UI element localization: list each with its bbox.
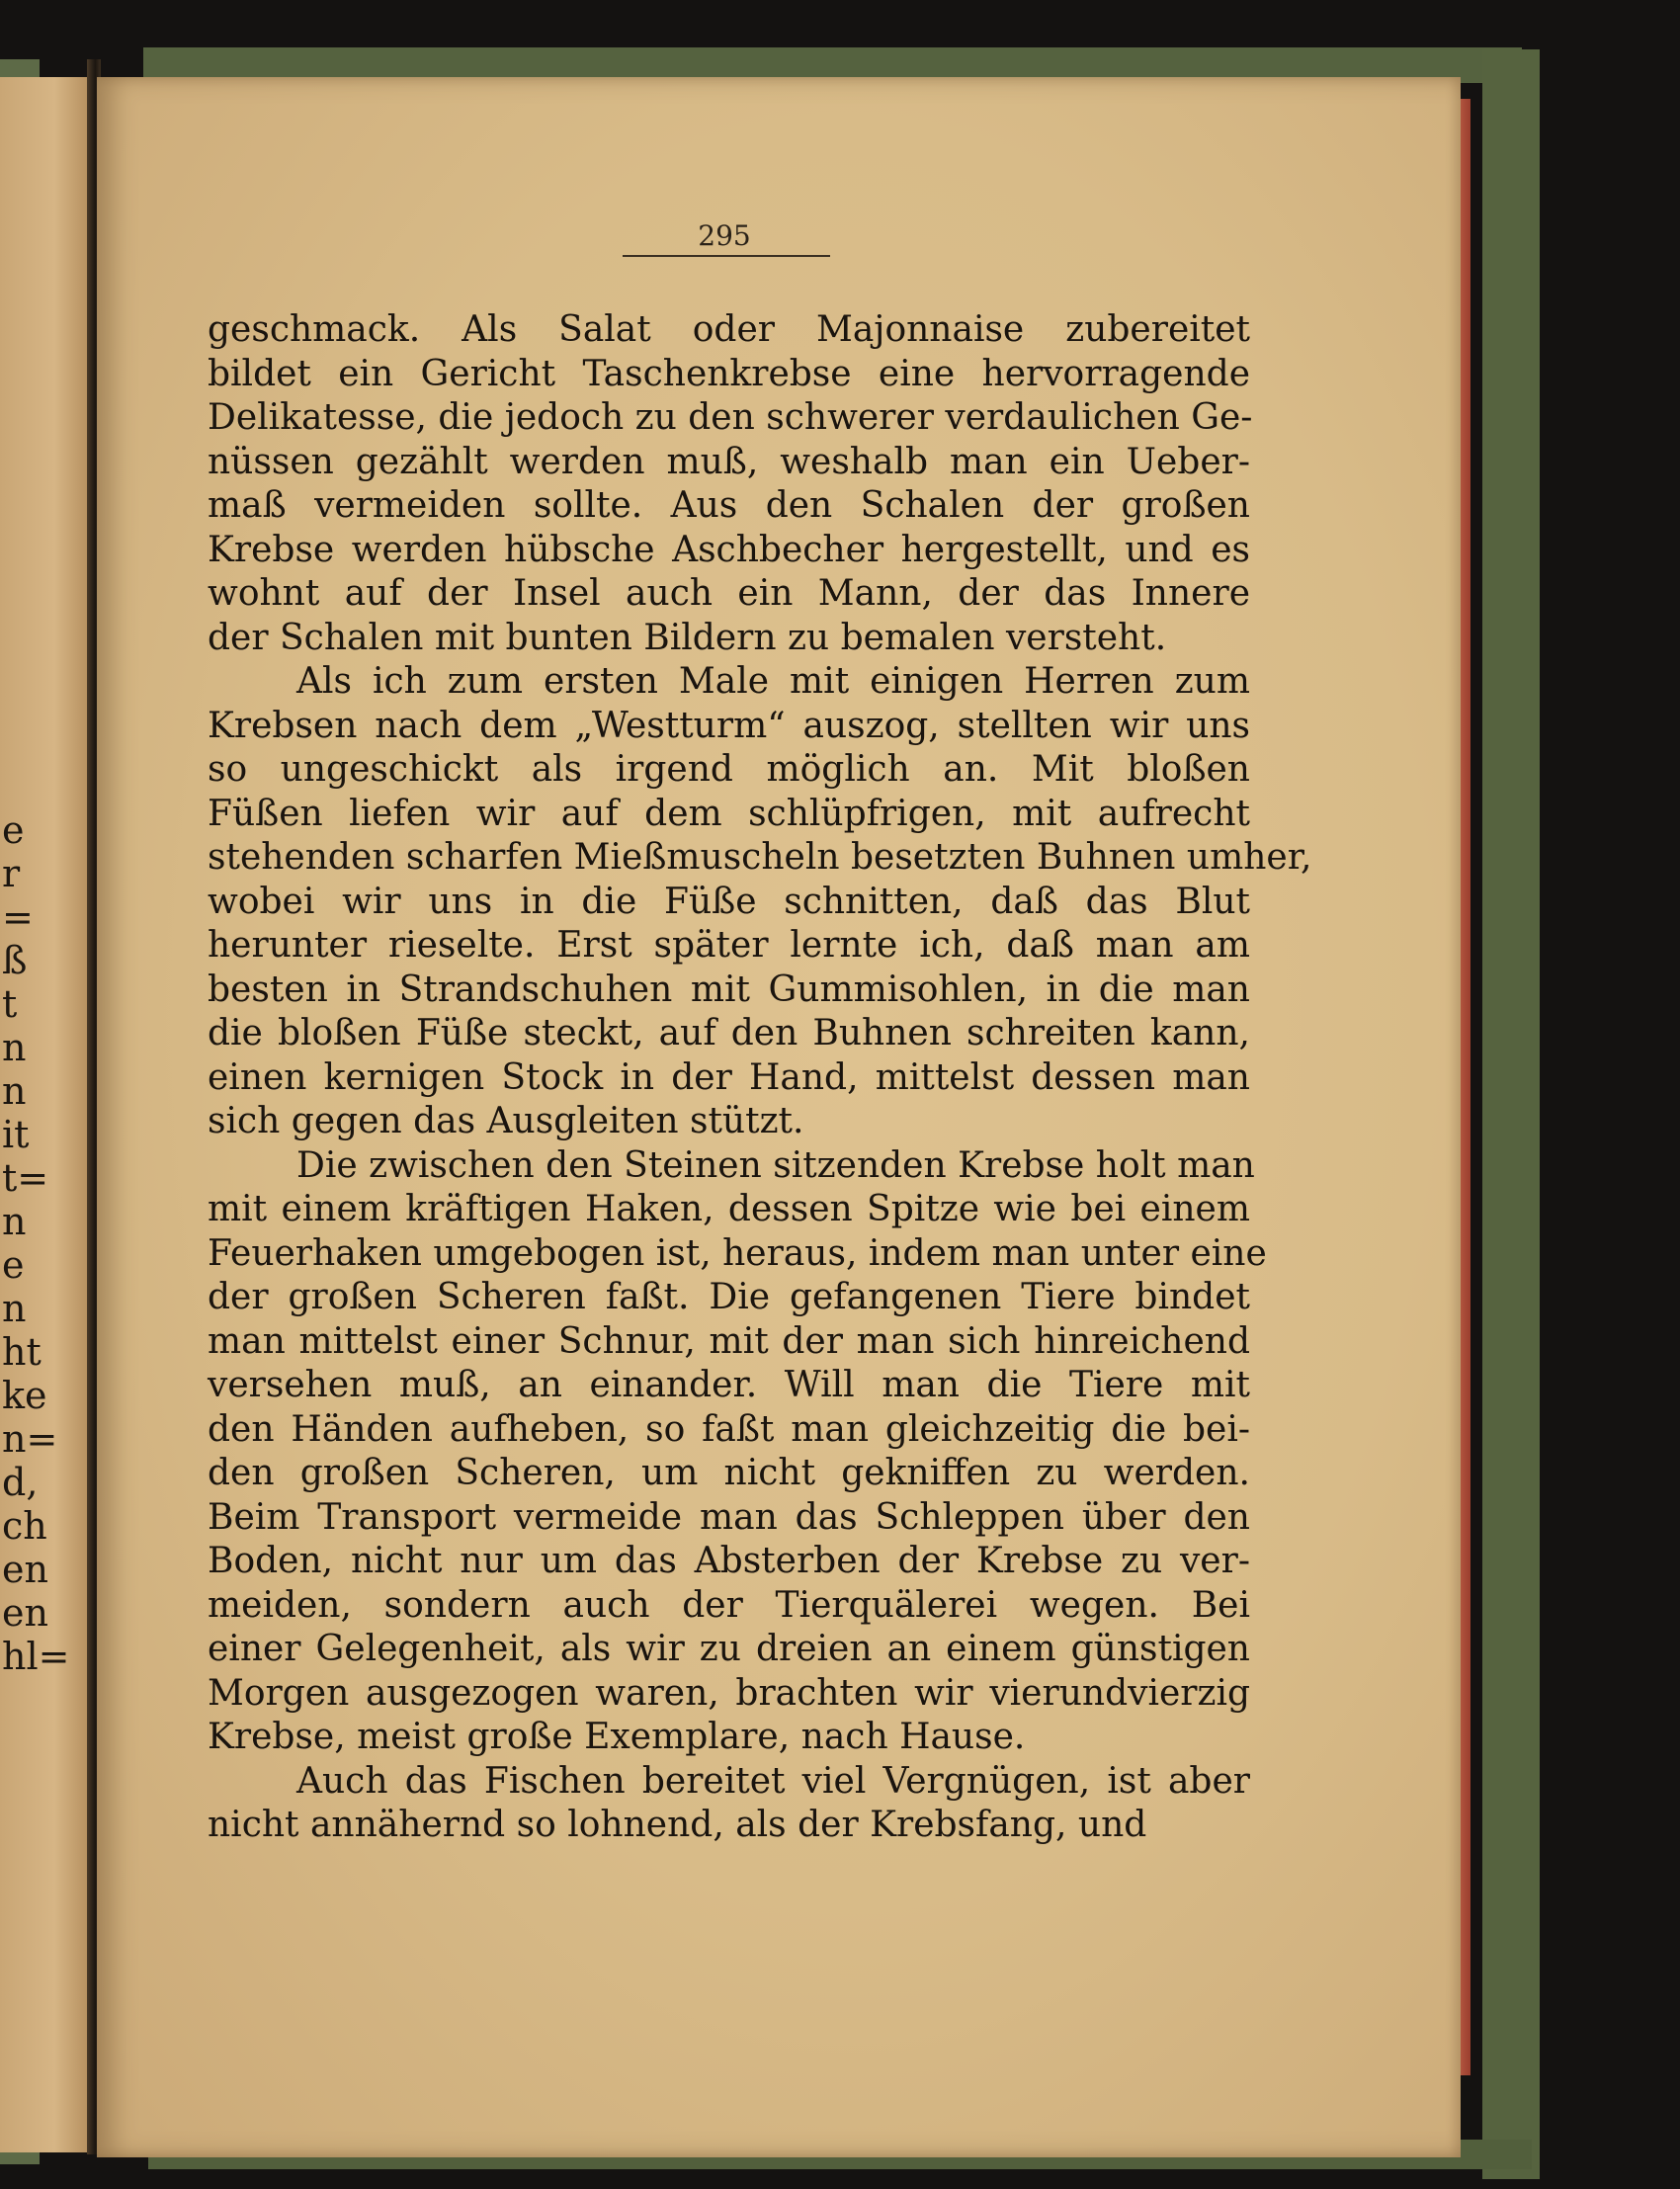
text-line: so ungeschickt als irgend möglich an. Mit bloßen — [208, 749, 1250, 790]
text-line: Delikatesse, die jedoch zu den schwerer verdaulichen Ge- — [208, 397, 1253, 438]
left-page-fragment: ß — [2, 939, 28, 982]
left-page-fragment: d, — [2, 1461, 39, 1504]
left-page-fragment: r — [2, 852, 21, 895]
left-page-fragment: ch — [2, 1504, 47, 1548]
text-line: besten in Strandschuhen mit Gummisohlen, in die man — [208, 968, 1250, 1010]
left-page-fragment: ht — [2, 1330, 42, 1374]
left-page-text-fragments — [2, 808, 70, 1678]
text-line: der Schalen mit bunten Bildern zu bemalen versteht. — [208, 617, 1167, 658]
text-line: sich gegen das Ausgleiten stützt. — [208, 1101, 804, 1141]
text-line: mit einem kräftigen Haken, dessen Spitze wie bei einem — [208, 1189, 1250, 1229]
text-line: bildet ein Gericht Taschenkrebse eine hervorragende — [208, 353, 1250, 394]
text-line: nüssen gezählt werden muß, weshalb man ein Ueber- — [208, 441, 1250, 482]
left-page-fragment: t — [2, 982, 18, 1026]
paragraph — [208, 660, 1312, 1144]
text-line: meiden, sondern auch der Tierquälerei wegen. Bei — [208, 1584, 1250, 1626]
text-line: einer Gelegenheit, als wir zu dreien an einem günstigen — [208, 1629, 1250, 1669]
left-page-fragment: n — [2, 1069, 27, 1113]
book-cover-right-edge — [1482, 49, 1540, 2179]
left-page-fragment: n — [2, 1200, 27, 1243]
left-page-fragment: t= — [2, 1156, 49, 1200]
text-line: Feuerhaken umgebogen ist, heraus, indem man unter eine — [208, 1232, 1267, 1274]
text-line: Krebse, meist große Exemplare, nach Hause. — [208, 1717, 1026, 1757]
left-page-fragment: = — [2, 895, 34, 939]
left-page-fragment: e — [2, 808, 25, 852]
text-line: Krebse werden hübsche Aschbecher hergestellt, und es — [208, 529, 1250, 570]
text-line: Beim Transport vermeide man das Schleppen über den — [208, 1496, 1250, 1538]
left-page-fragment: n — [2, 1026, 27, 1069]
text-line: Boden, nicht nur um das Absterben der Krebse zu ver- — [208, 1541, 1250, 1581]
left-page-fragment: hl= — [2, 1635, 70, 1678]
paragraph — [208, 1760, 1250, 1848]
text-line: Als ich zum ersten Male mit einigen Herren zum — [296, 661, 1250, 702]
text-line: Auch das Fischen bereitet viel Vergnügen, ist aber — [296, 1760, 1250, 1802]
text-line: geschmack. Als Salat oder Majonnaise zubereitet — [208, 309, 1250, 350]
text-line: maß vermeiden sollte. Aus den Schalen der großen — [208, 485, 1250, 526]
text-line: Morgen ausgezogen waren, brachten wir vierundvierzig — [208, 1672, 1250, 1714]
text-line: den großen Scheren, um nicht gekniffen zu werden. — [208, 1453, 1250, 1493]
paragraph — [208, 1144, 1267, 1760]
text-line: herunter rieselte. Erst später lernte ich, daß man am — [208, 925, 1250, 966]
text-line: einen kernigen Stock in der Hand, mittelst dessen man — [208, 1056, 1250, 1098]
text-line: die bloßen Füße steckt, auf den Buhnen schreiten kann, — [208, 1013, 1250, 1053]
left-page-fragment: n= — [2, 1417, 58, 1461]
header-rule — [623, 255, 830, 257]
left-page-fragment: ke — [2, 1374, 47, 1417]
page-number: 295 — [698, 219, 751, 252]
text-line: nicht annähernd so lohnend, als der Krebsfang, und — [208, 1805, 1147, 1845]
left-page-edge — [0, 77, 91, 2152]
left-page-fragment: e — [2, 1243, 25, 1287]
left-page-fragment: en — [2, 1548, 48, 1591]
text-line: wobei wir uns in die Füße schnitten, daß das Blut — [208, 881, 1250, 922]
text-line: Krebsen nach dem „Westturm“ auszog, stellten wir uns — [208, 705, 1250, 746]
left-page-fragment: en — [2, 1591, 48, 1635]
text-line: versehen muß, an einander. Will man die Tiere mit — [208, 1365, 1250, 1405]
text-line: man mittelst einer Schnur, mit der man sich hinreichend — [208, 1320, 1250, 1362]
text-line: wohnt auf der Insel auch ein Mann, der das Innere — [208, 573, 1250, 614]
left-page-fragment: it — [2, 1113, 30, 1156]
page-body-text — [208, 308, 1312, 1848]
left-page-fragment: n — [2, 1287, 27, 1330]
text-line: stehenden scharfen Mießmuscheln besetzten Buhnen umher, — [208, 837, 1312, 878]
text-line: Die zwischen den Steinen sitzenden Krebse holt man — [296, 1144, 1255, 1186]
text-line: der großen Scheren faßt. Die gefangenen Tiere bindet — [208, 1277, 1250, 1317]
text-line: den Händen aufheben, so faßt man gleichzeitig die bei- — [208, 1408, 1250, 1450]
paragraph — [208, 308, 1253, 660]
text-line: Füßen liefen wir auf dem schlüpfrigen, mit aufrecht — [208, 793, 1250, 834]
